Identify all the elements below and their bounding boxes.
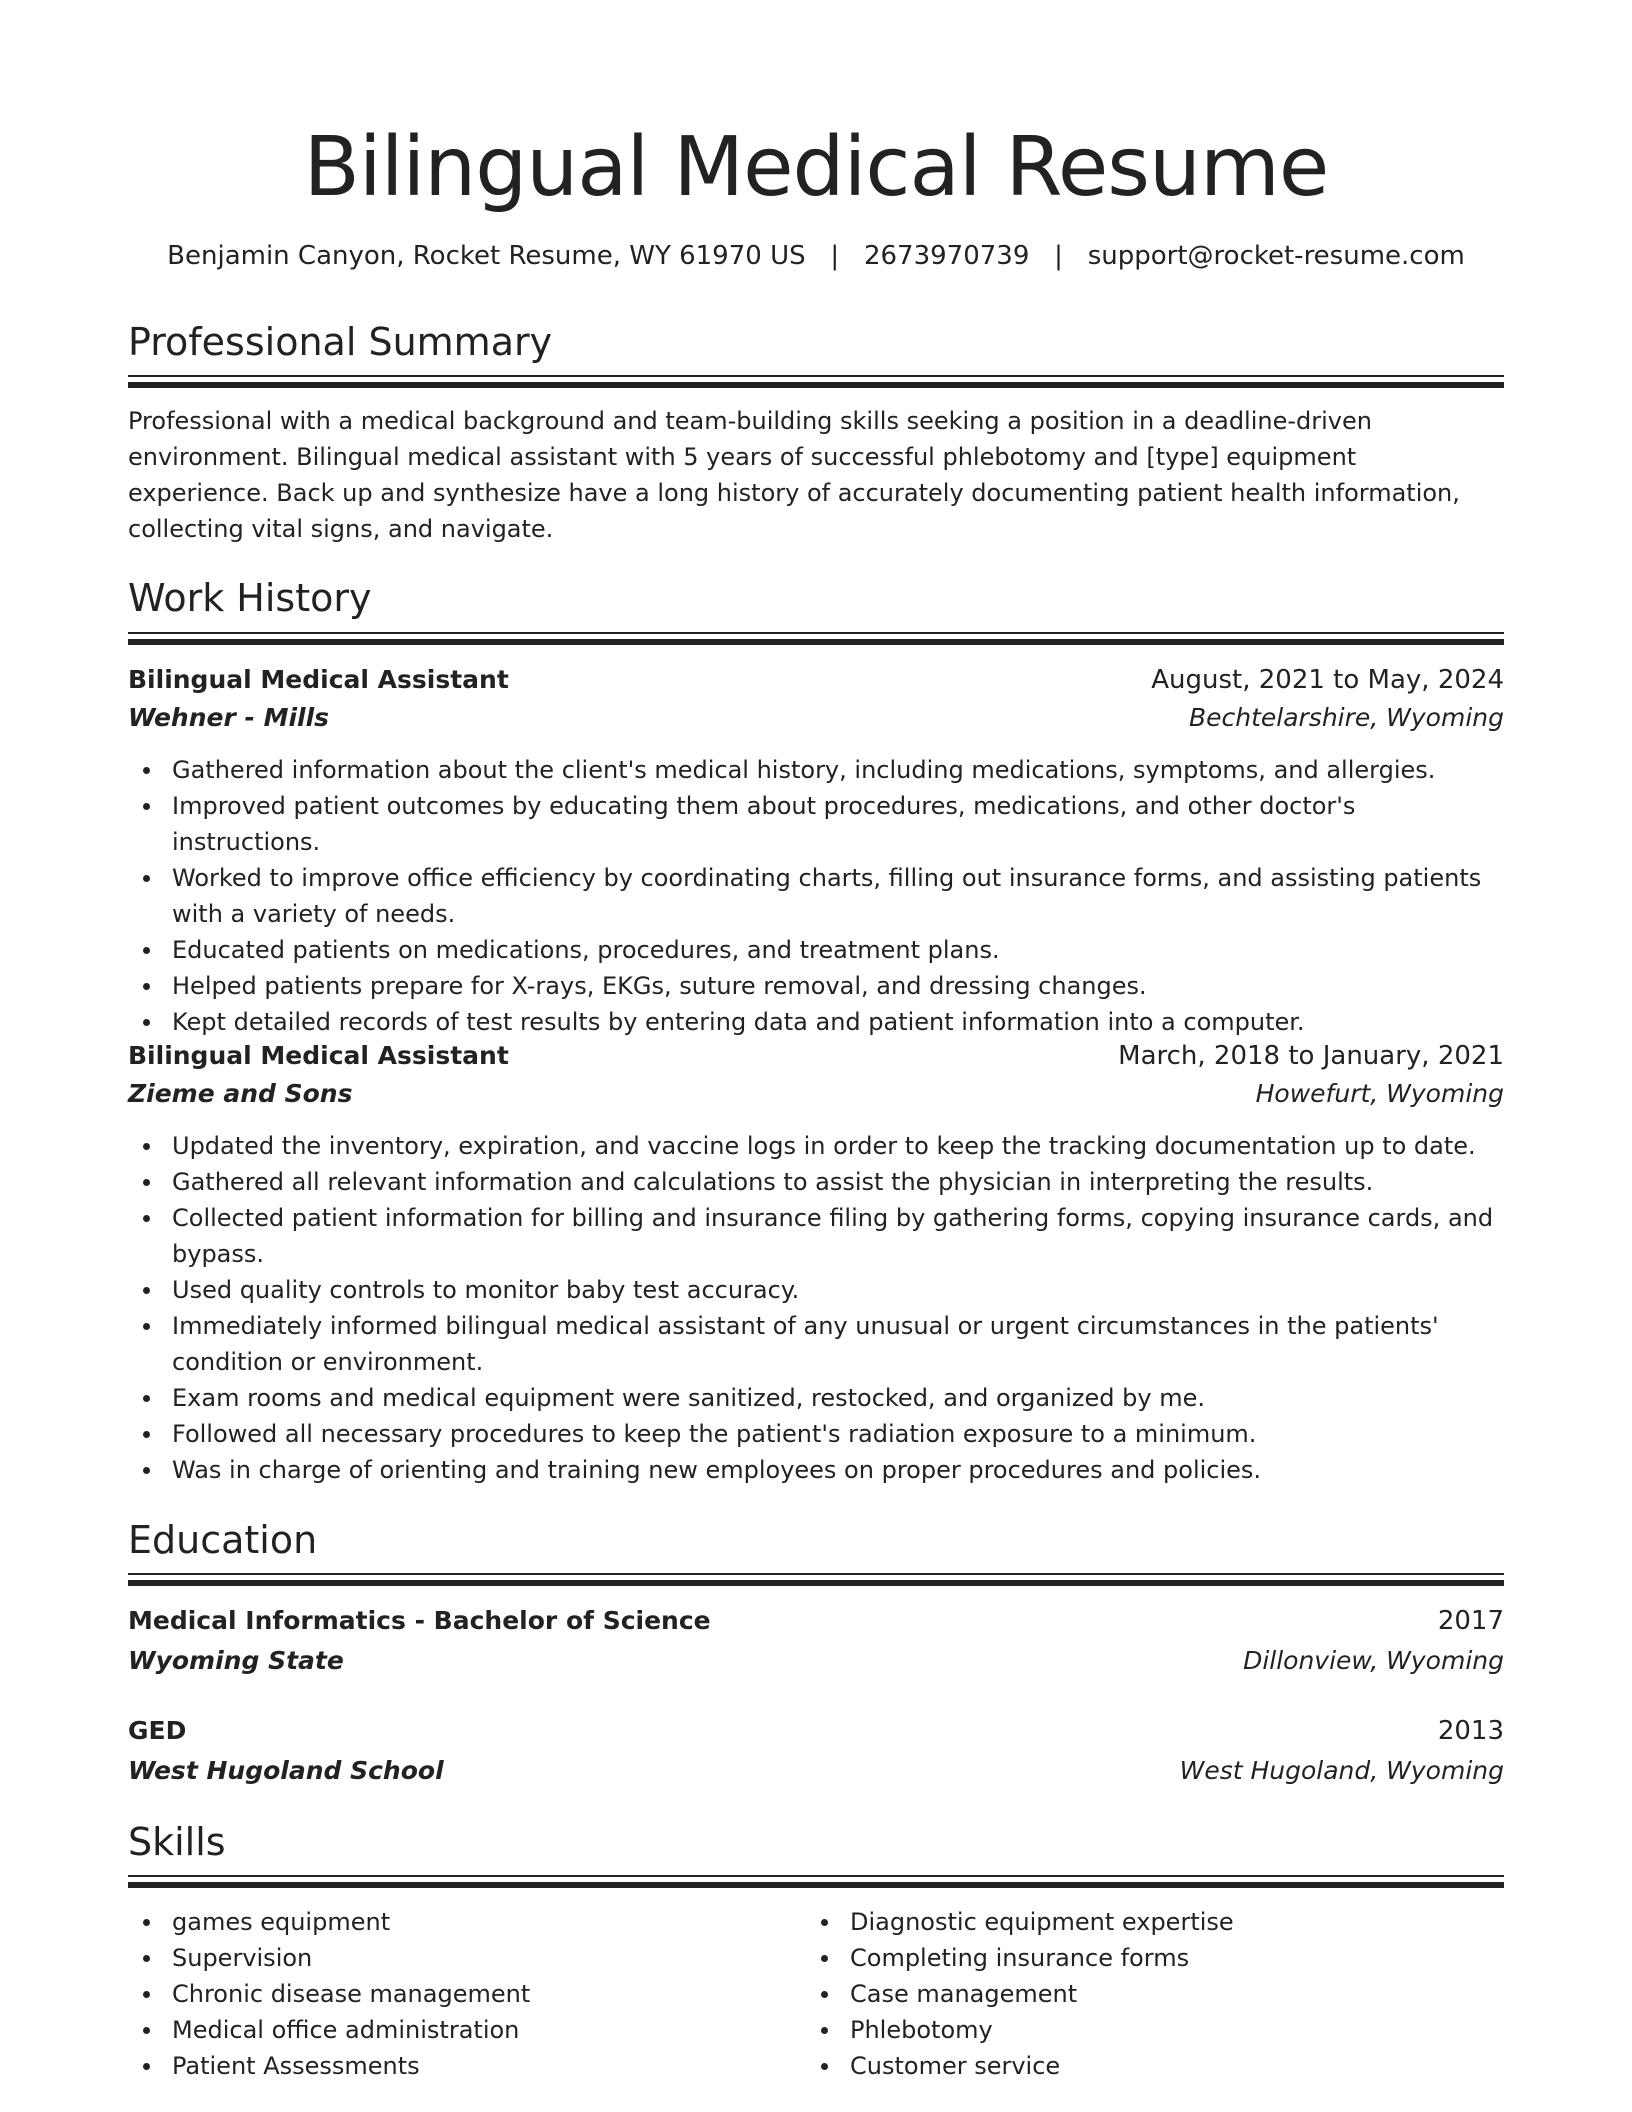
degree-year: 2017 xyxy=(1437,1606,1504,1636)
section-heading-summary: Professional Summary xyxy=(128,320,553,364)
list-item: Exam rooms and medical equipment were sanitized, restocked, and organized by me. xyxy=(128,1380,1504,1416)
degree: Medical Informatics - Bachelor of Science xyxy=(128,1606,711,1635)
job-company: Wehner - Mills xyxy=(128,703,330,732)
section-heading-work: Work History xyxy=(128,576,372,620)
job-bullets-2 xyxy=(128,1128,1504,1488)
section-rule xyxy=(128,1573,1504,1586)
job-dates: March, 2018 to January, 2021 xyxy=(1118,1041,1504,1071)
list-item: Helped patients prepare for X-rays, EKGs, suture removal, and dressing changes. xyxy=(128,968,1504,1004)
skills-column-left xyxy=(128,1904,808,2084)
job-title: Bilingual Medical Assistant xyxy=(128,665,509,694)
section-heading-skills: Skills xyxy=(128,1820,226,1864)
job-bullets-1 xyxy=(128,752,1504,1040)
job-dates: August, 2021 to May, 2024 xyxy=(1151,665,1504,695)
job-location: Bechtelarshire, Wyoming xyxy=(1188,703,1504,732)
section-rule xyxy=(128,375,1504,388)
section-heading-education: Education xyxy=(128,1518,318,1562)
skill-item: Phlebotomy xyxy=(806,2012,1486,2048)
school-name: West Hugoland School xyxy=(128,1756,444,1785)
skill-item: Completing insurance forms xyxy=(806,1940,1486,1976)
list-item: Improved patient outcomes by educating them about procedures, medications, and other doctor's instructions. xyxy=(128,788,1504,860)
contact-line: Benjamin Canyon, Rocket Resume, WY 61970 US | 2673970739 | support@rocket-resume.com xyxy=(167,241,1465,271)
skill-item: games equipment xyxy=(128,1904,808,1940)
skill-item: Case management xyxy=(806,1976,1486,2012)
skill-item: Chronic disease management xyxy=(128,1976,808,2012)
skill-item: Diagnostic equipment expertise xyxy=(806,1904,1486,1940)
list-item: Educated patients on medications, procedures, and treatment plans. xyxy=(128,932,1504,968)
degree-year: 2013 xyxy=(1437,1716,1504,1746)
resume-title: Bilingual Medical Resume xyxy=(303,120,1329,215)
list-item: Collected patient information for billing and insurance filing by gathering forms, copying insurance cards, and bypass. xyxy=(128,1200,1504,1272)
list-item: Kept detailed records of test results by entering data and patient information into a computer. xyxy=(128,1004,1504,1040)
skill-item: Customer service xyxy=(806,2048,1486,2084)
job-title: Bilingual Medical Assistant xyxy=(128,1041,509,1070)
job-location: Howefurt, Wyoming xyxy=(1255,1079,1504,1108)
list-item: Followed all necessary procedures to keep the patient's radiation exposure to a minimum. xyxy=(128,1416,1504,1452)
skills-list xyxy=(128,1904,1504,2094)
job-company: Zieme and Sons xyxy=(128,1079,353,1108)
skill-item: Medical office administration xyxy=(128,2012,808,2048)
skills-column-right xyxy=(806,1904,1486,2084)
list-item: Updated the inventory, expiration, and vaccine logs in order to keep the tracking documentation up to date. xyxy=(128,1128,1504,1164)
school-location: Dillonview, Wyoming xyxy=(1243,1646,1504,1675)
list-item: Immediately informed bilingual medical assistant of any unusual or urgent circumstances in the patients' condition or environment. xyxy=(128,1308,1504,1380)
list-item: Gathered all relevant information and calculations to assist the physician in interpreting the results. xyxy=(128,1164,1504,1200)
skill-item: Patient Assessments xyxy=(128,2048,808,2084)
skill-item: Supervision xyxy=(128,1940,808,1976)
list-item: Gathered information about the client's medical history, including medications, symptoms, and allergies. xyxy=(128,752,1504,788)
list-item: Was in charge of orienting and training new employees on proper procedures and policies. xyxy=(128,1452,1504,1488)
list-item: Worked to improve office efficiency by coordinating charts, filling out insurance forms, and assisting patients with a variety of needs. xyxy=(128,860,1504,932)
list-item: Used quality controls to monitor baby test accuracy. xyxy=(128,1272,1504,1308)
school-location: West Hugoland, Wyoming xyxy=(1179,1756,1504,1785)
section-rule xyxy=(128,632,1504,645)
school-name: Wyoming State xyxy=(128,1646,344,1675)
summary-text: Professional with a medical background and team-building skills seeking a position in a deadline-driven environment. Bilingual medical assistant with 5 years of successful phlebotomy and [type] equipment experience. Back up and synthesize have a long history of accurately documenting patient health information, collecting vital signs, and navigate. xyxy=(128,407,1460,543)
degree: GED xyxy=(128,1716,187,1745)
section-rule xyxy=(128,1875,1504,1888)
